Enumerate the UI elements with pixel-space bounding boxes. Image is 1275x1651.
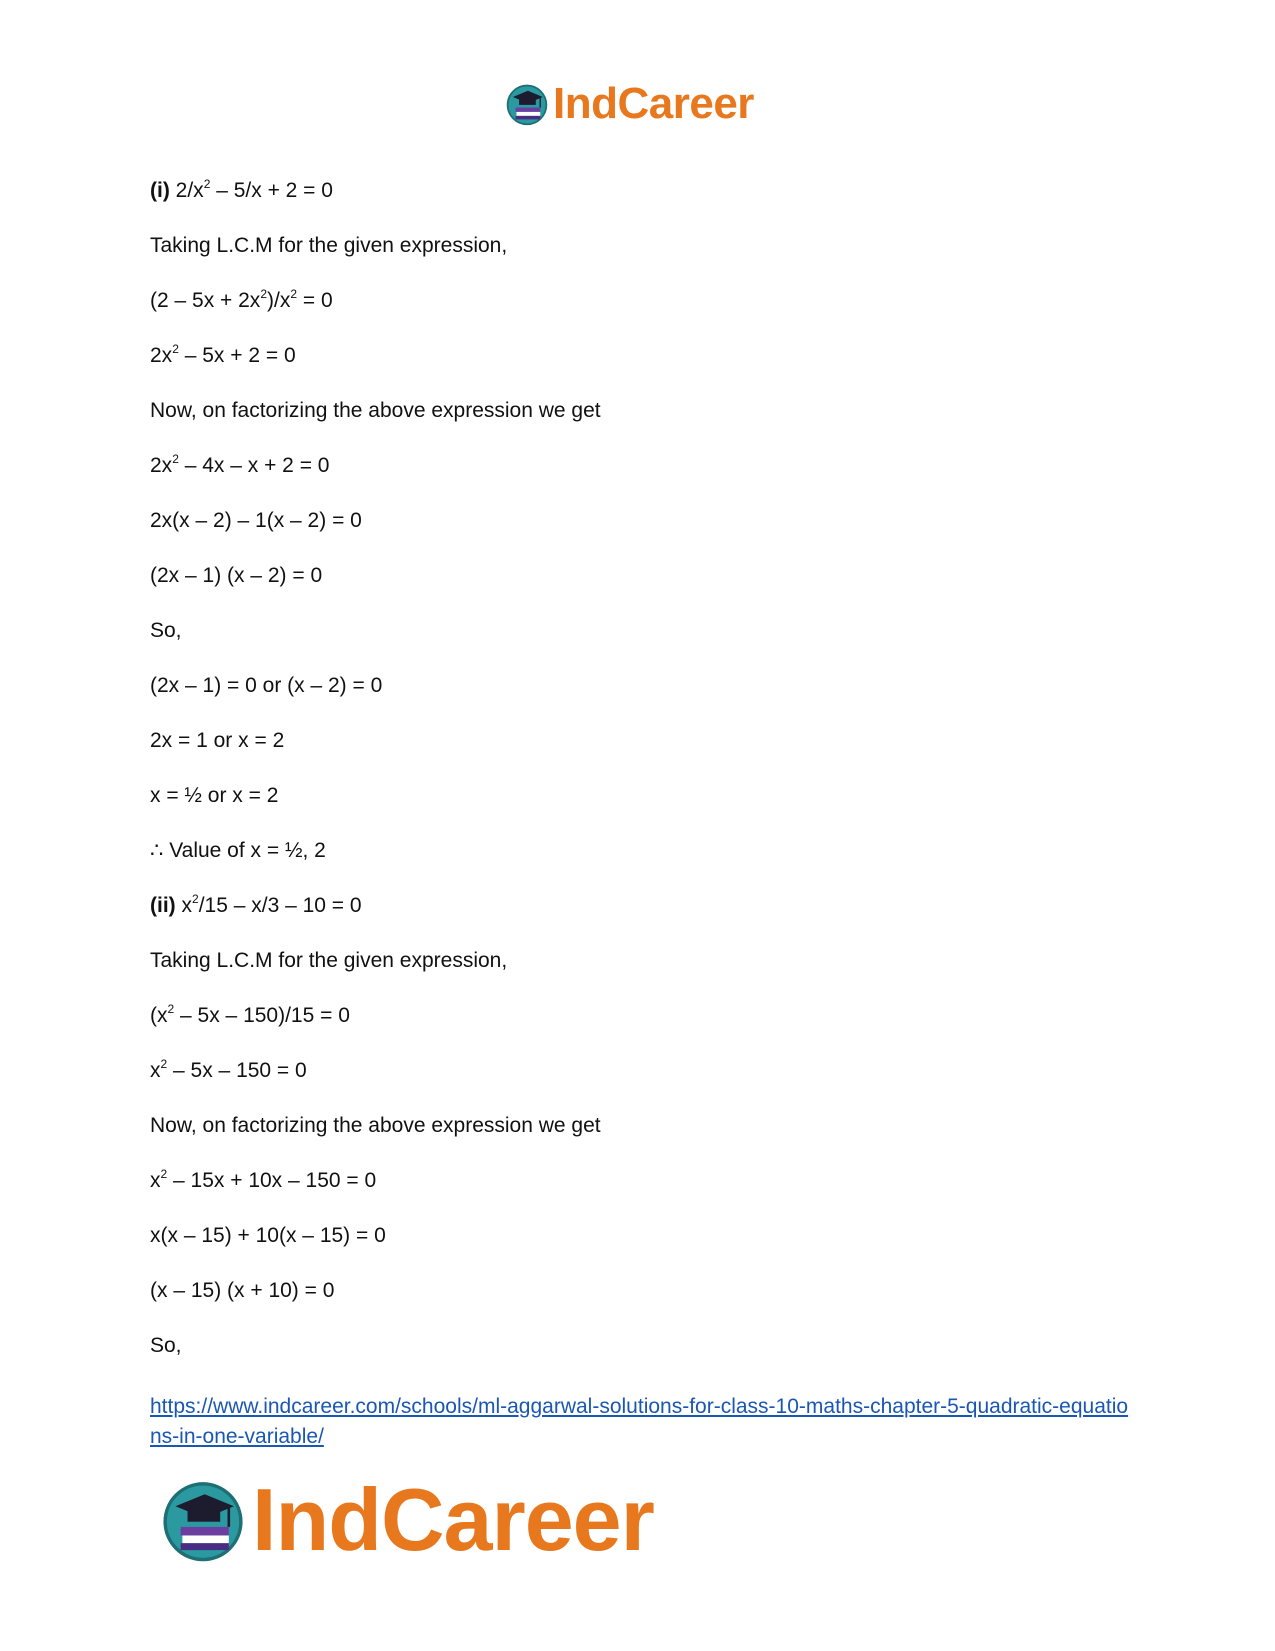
logo-text: IndCareer: [553, 79, 754, 128]
exponent: 2: [260, 287, 267, 301]
line-text: – 5x – 150 = 0: [167, 1059, 307, 1082]
solution-line: [150, 725, 1140, 780]
exponent: 2: [290, 287, 298, 301]
part-label: (i): [150, 179, 170, 202]
part-label: (ii): [150, 894, 176, 917]
solution-line: [150, 175, 1140, 230]
footer-logo: [160, 1470, 700, 1570]
line-text: – 4x – x + 2 = 0: [178, 454, 330, 477]
solution-line: [150, 890, 1140, 945]
line-text: x: [181, 894, 192, 917]
solution-line: [150, 560, 1140, 615]
line-text: (x – 15) (x + 10) = 0: [150, 1279, 335, 1302]
line-text: – 5x + 2 = 0: [178, 344, 296, 367]
solution-line: [150, 1000, 1140, 1055]
exponent: 2: [192, 892, 199, 906]
line-text: /15 – x/3 – 10 = 0: [198, 894, 362, 917]
line-text: Now, on factorizing the above expression we get: [150, 399, 601, 422]
exponent: 2: [160, 1057, 168, 1071]
line-text: 2/x: [175, 179, 204, 202]
logo-text: IndCareer: [252, 1470, 654, 1569]
solution-line: [150, 505, 1140, 560]
graduate-book-icon: [505, 82, 549, 126]
exponent: 2: [172, 342, 179, 356]
line-text: )/x: [267, 289, 291, 312]
exponent: 2: [160, 1167, 168, 1181]
header-logo: [505, 78, 780, 130]
line-text: – 15x + 10x – 150 = 0: [167, 1169, 377, 1192]
solution-line: [150, 835, 1140, 890]
solution-line: [150, 1110, 1140, 1165]
line-text: 2x: [150, 344, 173, 367]
solution-line: [150, 285, 1140, 340]
solution-body: [150, 175, 1140, 1385]
line-text: x: [150, 1059, 161, 1082]
line-text: (2x – 1) = 0 or (x – 2) = 0: [150, 674, 383, 697]
solution-line: [150, 780, 1140, 835]
solution-line: [150, 1220, 1140, 1275]
line-text: x(x – 15) + 10(x – 15) = 0: [150, 1224, 386, 1247]
line-text: So,: [150, 619, 182, 642]
line-text: (2 – 5x + 2x: [150, 289, 261, 312]
solution-line: [150, 1165, 1140, 1220]
line-text: (x: [150, 1004, 168, 1027]
solution-line: [150, 1275, 1140, 1330]
line-text: 2x = 1 or x = 2: [150, 729, 285, 752]
line-text: Now, on factorizing the above expression we get: [150, 1114, 601, 1137]
line-text: Taking L.C.M for the given expression,: [150, 949, 508, 972]
line-text: 2x(x – 2) – 1(x – 2) = 0: [150, 509, 362, 532]
line-text: ∴ Value of x = ½, 2: [150, 839, 326, 862]
solution-line: [150, 615, 1140, 670]
line-text: Taking L.C.M for the given expression,: [150, 234, 508, 257]
line-text: So,: [150, 1334, 182, 1357]
line-text: x: [150, 1169, 161, 1192]
solution-line: [150, 230, 1140, 285]
solution-line: [150, 450, 1140, 505]
solution-line: [150, 1055, 1140, 1110]
line-text: – 5x – 150)/15 = 0: [174, 1004, 350, 1027]
graduate-book-icon: [160, 1477, 246, 1563]
exponent: 2: [172, 452, 179, 466]
line-text: – 5/x + 2 = 0: [210, 179, 333, 202]
solution-line: [150, 395, 1140, 450]
solution-line: [150, 945, 1140, 1000]
exponent: 2: [203, 177, 211, 191]
source-link[interactable]: https://www.indcareer.com/schools/ml-aggarwal-solutions-for-class-10-maths-chapter-5-quadratic-equations-in-one-variable/: [150, 1395, 1129, 1448]
line-text: 2x: [150, 454, 173, 477]
line-text: (2x – 1) (x – 2) = 0: [150, 564, 323, 587]
solution-line: [150, 340, 1140, 395]
solution-line: [150, 1330, 1140, 1385]
line-text: = 0: [297, 289, 333, 312]
solution-line: [150, 670, 1140, 725]
line-text: x = ½ or x = 2: [150, 784, 279, 807]
exponent: 2: [167, 1002, 175, 1016]
